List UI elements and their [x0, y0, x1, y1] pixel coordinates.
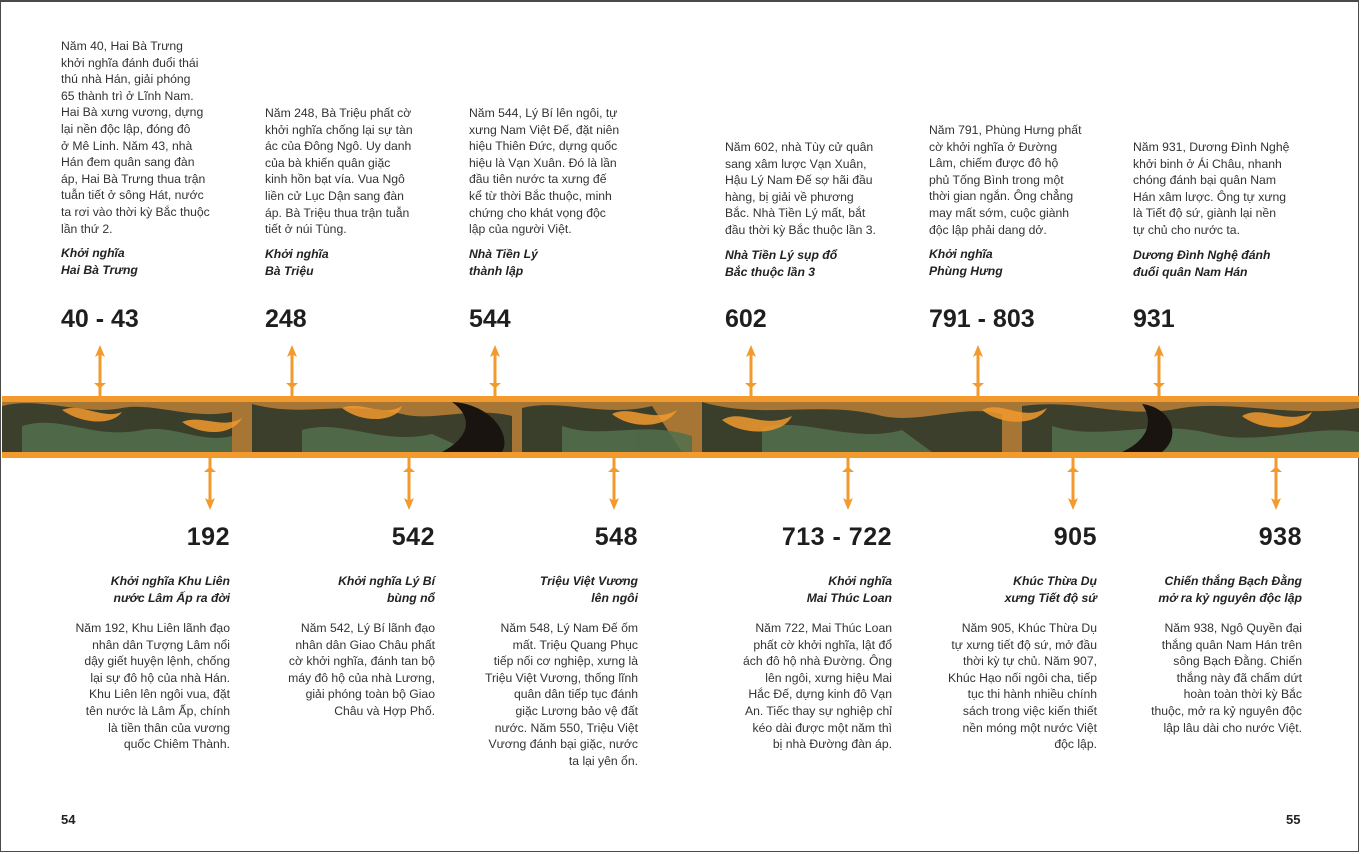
- event-description: Năm 248, Bà Triệu phất cờ khởi nghĩa chống lại sự tàn ác của Đông Ngô. Uy danh của bà khiến quân giặc kinh hồn bạt vía. Vua Ngô liền cử Lục Dận sang đàn áp. Bà Triệu thua trận tuẫn tiết ở núi Tùng.: [265, 106, 413, 237]
- event-year: 713 - 722: [781, 523, 892, 551]
- event-title: Triệu Việt Vương lên ngôi: [539, 574, 638, 605]
- event-description: Năm 602, nhà Tùy cử quân sang xâm lược Vạn Xuân, Hậu Lý Nam Đế sợ hãi đầu hàng, bị giải về phương Bắc. Nhà Tiền Lý mất, bắt đầu thời kỳ Bắc thuộc lần 3.: [725, 140, 876, 237]
- event-year: 905: [1053, 523, 1097, 551]
- event-year: 248: [265, 305, 307, 333]
- event-year: 602: [725, 305, 767, 333]
- event-title: Khúc Thừa Dụ xưng Tiết độ sứ: [1004, 574, 1097, 605]
- event-title: Khởi nghĩa Mai Thúc Loan: [806, 574, 892, 605]
- event-938: [1108, 0, 1302, 854]
- event-title: Nhà Tiền Lý sụp đổ Bắc thuộc lần 3: [725, 247, 838, 279]
- event-title: Khởi nghĩa Bà Triệu: [265, 246, 329, 278]
- event-description: Năm 791, Phùng Hưng phất cờ khởi nghĩa ở Đường Lâm, chiếm được đô hộ phủ Tống Bình trong một thời gian ngắn. Ông chẳng may mất sớm, cuộc giành độc lập phải dang dở.: [929, 123, 1082, 237]
- event-year: 548: [594, 523, 638, 551]
- event-description: Năm 722, Mai Thúc Loan phất cờ khởi nghĩa, lật đổ ách đô hộ nhà Đường. Ông lên ngôi, xưng hiệu Mai Hắc Đế, dựng kinh đô Vạn An. Tiếc thay sự nghiệp chỉ kéo dài được một năm thì bị nhà Đường đàn áp.: [743, 621, 892, 752]
- event-548: [450, 0, 638, 854]
- event-title: Khởi nghĩa Hai Bà Trưng: [61, 246, 138, 278]
- event-year: 791 - 803: [929, 305, 1035, 333]
- event-description: Năm 938, Ngô Quyền đại thắng quân Nam Hán trên sông Bạch Đằng. Chiến thắng này đã chấm dứt hoàn toàn thời kỳ Bắc thuộc, mở ra kỷ nguyên độc lập lâu dài cho nước Việt.: [1151, 621, 1302, 735]
- event-905: [905, 0, 1097, 854]
- event-year: 192: [186, 523, 230, 551]
- event-title: Chiến thắng Bạch Đằng mở ra kỷ nguyên độc lập: [1158, 574, 1302, 605]
- event-542: [245, 0, 435, 854]
- event-title: Nhà Tiền Lý thành lập: [469, 246, 538, 278]
- event-title: Khởi nghĩa Phùng Hưng: [929, 247, 1003, 279]
- event-year: 931: [1133, 305, 1175, 333]
- event-description: Năm 905, Khúc Thừa Dụ tự xưng tiết độ sứ, mở đầu thời kỳ tự chủ. Năm 907, Khúc Hạo nối ngôi cha, tiếp tục thi hành nhiều chính sách trong việc kiến thiết nền móng một nước Việt độc lập.: [947, 621, 1097, 752]
- event-description: Năm 544, Lý Bí lên ngôi, tự xưng Nam Việt Đế, đặt niên hiệu Thiên Đức, dựng quốc hiệu là Vạn Xuân. Đó là lần đầu tiên nước ta xưng đế kể từ thời Bắc thuộc, minh chứng cho khát vọng độc lập của người Việt.: [469, 106, 620, 237]
- event-192: [40, 0, 230, 854]
- event-description: Năm 542, Lý Bí lãnh đạo nhân dân Giao Châu phất cờ khởi nghĩa, đánh tan bộ máy đô hộ của nhà Lương, giải phóng toàn bộ Giao Châu và Hợp Phố.: [288, 621, 435, 718]
- event-year: 938: [1258, 523, 1302, 551]
- event-description: Năm 931, Dương Đình Nghệ khởi binh ở Ái Châu, nhanh chóng đánh bại quân Nam Hán xâm lược. Ông tự xưng là Tiết độ sứ, giành lại nền tự chủ cho nước ta.: [1133, 140, 1290, 237]
- event-description: Năm 548, Lý Nam Đế ốm mất. Triệu Quang Phục tiếp nối cơ nghiệp, xưng là Triệu Việt Vương, thống lĩnh quân dân tiếp tục đánh giặc Lương bảo vệ đất nước. Năm 550, Triệu Việt Vương đánh bại giặc, nước ta lại yên ổn.: [484, 621, 638, 768]
- event-year: 544: [469, 305, 511, 333]
- event-year: 40 - 43: [61, 305, 139, 333]
- event-description: Năm 192, Khu Liên lãnh đạo nhân dân Tượng Lâm nổi dậy giết huyện lệnh, chống lại sự đô hộ của nhà Hán. Khu Liên lên ngôi vua, đặt tên nước là Lâm Ấp, chính là tiền thân của vương quốc Chiêm Thành.: [75, 621, 230, 752]
- event-title: Khởi nghĩa Lý Bí bùng nổ: [338, 574, 435, 605]
- event-title: Khởi nghĩa Khu Liên nước Lâm Ấp ra đời: [110, 574, 230, 605]
- event-description: Năm 40, Hai Bà Trưng khởi nghĩa đánh đuổi thái thú nhà Hán, giải phóng 65 thành trì ở Lĩnh Nam. Hai Bà xưng vương, dựng lại nền độc lập, đóng đô ở Mê Linh. Năm 43, nhà Hán đem quân sang đàn áp, Hai Bà Trưng thua trận tuẫn tiết ở sông Hát, nước ta rơi vào thời kỳ Bắc thuộc lần thứ 2.: [61, 39, 210, 236]
- page-number-left: 54: [61, 812, 76, 827]
- page-number-right: 55: [1286, 812, 1301, 827]
- event-713-722: [700, 0, 892, 854]
- event-year: 542: [391, 523, 435, 551]
- event-title: Dương Đình Nghệ đánh đuổi quân Nam Hán: [1133, 247, 1271, 279]
